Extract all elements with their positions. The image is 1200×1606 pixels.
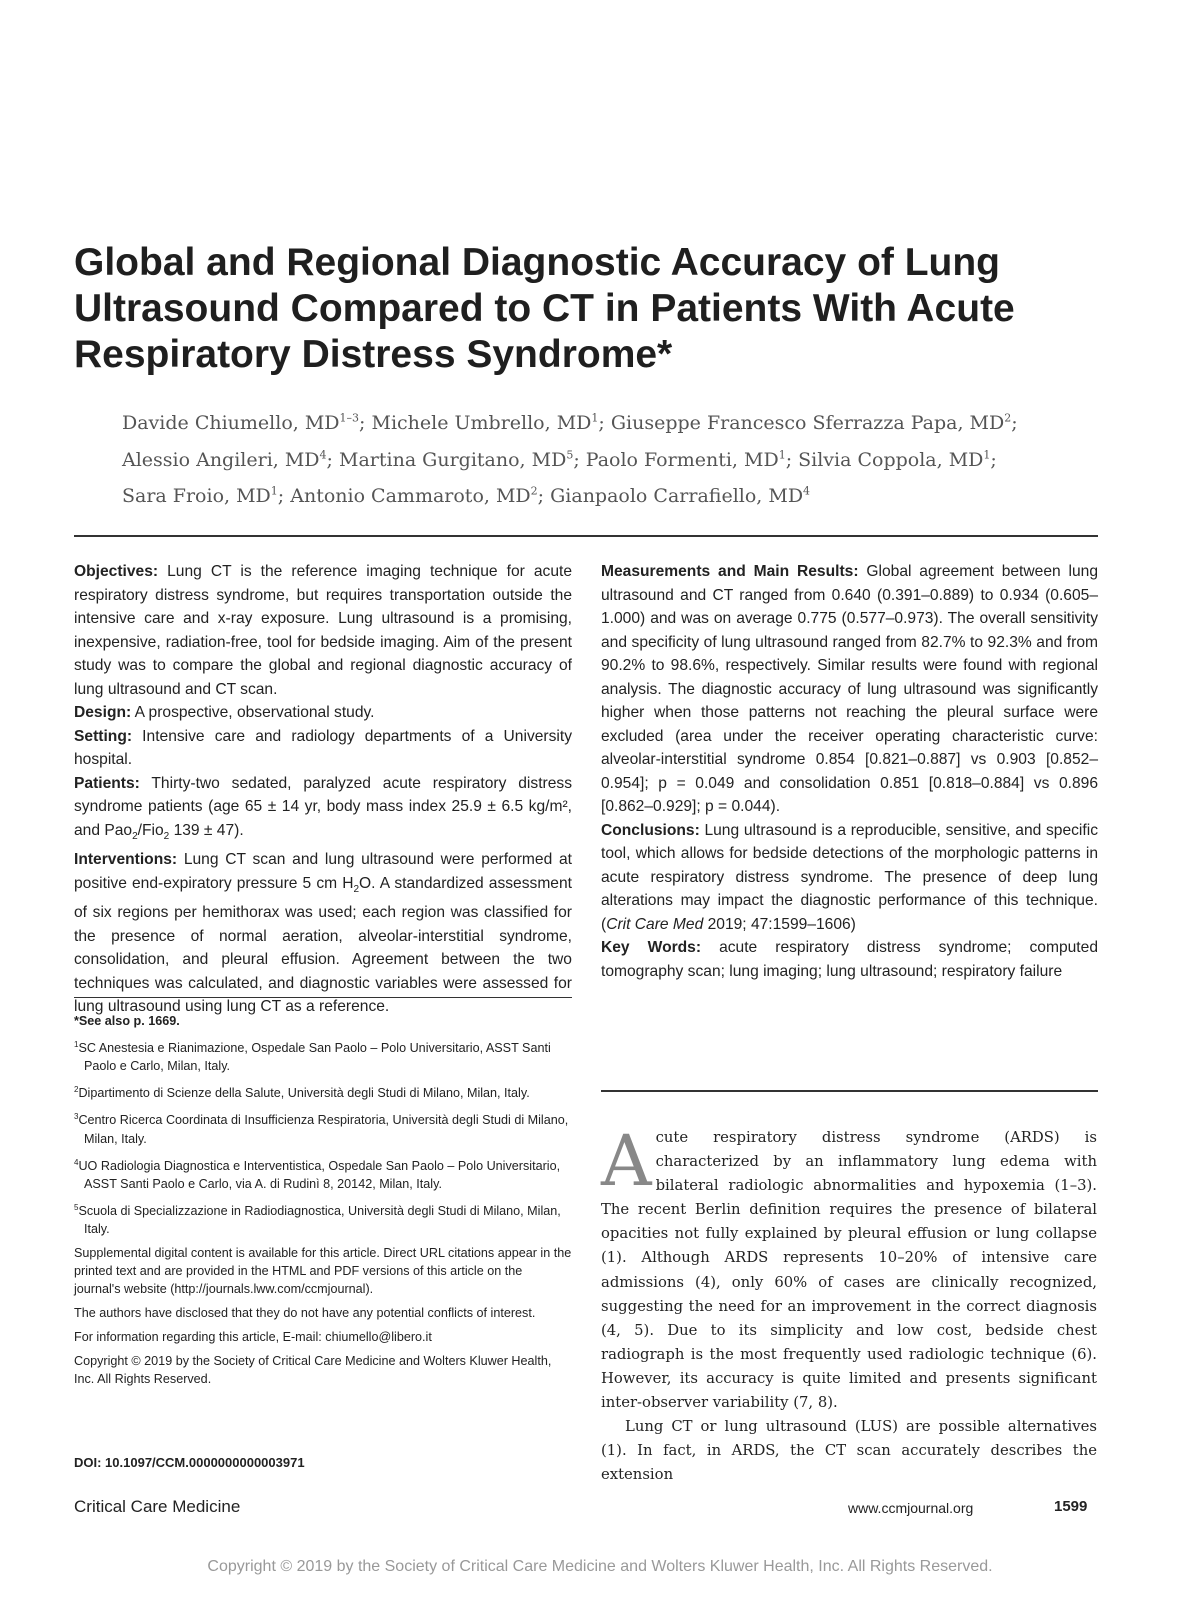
abstract-interventions: Interventions: Lung CT scan and lung ultrasound were performed at positive end-expiratory pressure 5 cm $H_2O$. A standardized assessment of six regions per hemithorax was used; each region was classified for the presence of normal aeration, alveolar-interstitial syndrome, consolidation, and pleural effusion. Agreement between the two techniques was calculated, and diagnostic variables were assessed for lung ultrasound using lung CT as a reference. [74, 851, 572, 1016]
footnotes [74, 1012, 572, 1394]
author: Paolo Formenti, $MD^1$; [585, 448, 799, 471]
author: Martina Gurgitano, $MD^5$; [339, 448, 586, 471]
drop-cap: A [601, 1120, 652, 1202]
abstract-right-column [601, 560, 1098, 983]
intro-paragraph-1: Acute respiratory distress syndrome (ARDS) is characterized by an inflammatory lung edema with bilateral radiologic abnormalities and hypoxemia (1–3). The recent Berlin definition requires the presence of bilateral opacities not fully explained by pleural effusion or lung collapse (1). Although ARDS represents 10–20% of intensive care admissions (4), only 60% of cases are clinically recognized, suggesting the need for an improvement in the correct diagnosis (4, 5). Due to its simplicity and low cost, bedside chest radiograph is the most frequently used radiologic technique (6). However, its accuracy is quite limited and presents significant inter-observer variability (7, 8). [601, 1120, 1097, 1412]
copyright-note: Copyright © 2019 by the Society of Critical Care Medicine and Wolters Kluwer Health, Inc. All Rights Reserved. [74, 1353, 552, 1386]
introduction-text [601, 1120, 1097, 1487]
abstract-setting: Setting: Intensive care and radiology departments of a University hospital. [74, 727, 572, 768]
author: Alessio Angileri, $MD^4$; [122, 448, 339, 471]
conflicts-note: The authors have disclosed that they do not have any potential conflicts of interest. [74, 1305, 536, 1320]
author: Davide Chiumello, MD$^{1-3}$; [122, 412, 372, 435]
header-divider [74, 535, 1098, 537]
abstract-objectives: Objectives: Lung CT is the reference imaging technique for acute respiratory distress syndrome, but requires transportation outside the intensive care and x-ray exposure. Lung ultrasound is a promising, inexpensive, radiation-free, tool for bedside imaging. Aim of the present study was to compare the global and regional diagnostic accuracy of lung ultrasound and CT scan. [74, 563, 572, 698]
author-list [122, 403, 1122, 512]
footer-journal-name: Critical Care Medicine [74, 1497, 241, 1516]
contact-note: For information regarding this article, E-mail: chiumello@libero.it [74, 1329, 432, 1344]
abstract-conclusions: Conclusions: Lung ultrasound is a reproducible, sensitive, and specific tool, which allows for bedside detections of the morphologic patterns in acute respiratory distress syndrome. The presence of deep lung alterations may impact the diagnostic performance of this technique. (Crit Care Med 2019; 47:1599–1606) [601, 821, 1098, 933]
affiliation: $^5$Scuola di Specializzazione in Radiodiagnostica, Università degli Studi di Milano, Milan, Italy. [74, 1202, 561, 1236]
doi: DOI: 10.1097/CCM.0000000000003971 [74, 1455, 305, 1470]
abstract-end-divider [601, 1090, 1098, 1092]
abstract-design: Design: A prospective, observational study. [74, 704, 375, 721]
abstract-results: Measurements and Main Results: Global agreement between lung ultrasound and CT ranged from 0.640 (0.391–0.889) to 0.934 (0.605–1.000) and was on average 0.775 (0.577–0.973). The overall sensitivity and specificity of lung ultrasound ranged from 82.7% to 92.3% and from 90.2% to 98.6%, respectively. Similar results were found with regional analysis. The diagnostic accuracy of lung ultrasound was significantly higher when those patterns not reaching the pleural surface were excluded (area under the receiver operating characteristic curve: alveolar-interstitial syndrome 0.854 [0.821–0.887] vs 0.903 [0.852–0.954]; p = 0.049 and consolidation 0.851 [0.818–0.884] vs 0.896 [0.862–0.929]; p = 0.044). [601, 563, 1098, 815]
supplemental-note: Supplemental digital content is available for this article. Direct URL citations appear in the printed text and are provided in the HTML and PDF versions of this article on the journal's website (http://journals.lww.com/ccmjournal). [74, 1245, 572, 1296]
affiliation: $^4$UO Radiologia Diagnostica e Interventistica, Ospedale San Paolo – Polo Universitario, ASST Santi Paolo e Carlo, via A. di Rudinì 8, 20142, Milan, Italy. [74, 1157, 561, 1191]
author: Silvia Coppola, $MD^1$; [798, 448, 997, 471]
page-number: 1599 [1054, 1498, 1088, 1515]
intro-paragraph-2: Lung CT or lung ultrasound (LUS) are possible alternatives (1). In fact, in ARDS, the CT scan accurately describes the extension [601, 1418, 1097, 1484]
affiliation: $^1$SC Anestesia e Rianimazione, Ospedale San Paolo – Polo Universitario, ASST Santi Paolo e Carlo, Milan, Italy. [74, 1040, 551, 1074]
author: Giuseppe Francesco Sferrazza Papa, $MD^2$; [610, 412, 1018, 435]
abstract-keywords: Key Words: acute respiratory distress syndrome; computed tomography scan; lung imaging; lung ultrasound; respiratory failure [601, 939, 1098, 980]
author: Gianpaolo Carrafiello, $MD^4$ [550, 484, 811, 507]
author: Sara Froio, $MD^1$; [122, 484, 291, 507]
affiliation: $^2$Dipartimento di Scienze della Salute, Università degli Studi di Milano, Milan, Italy. [74, 1085, 530, 1101]
footnote-divider [74, 997, 572, 998]
affiliation: $^3$Centro Ricerca Coordinata di Insufficienza Respiratoria, Università degli Studi di Milano, Milan, Italy. [74, 1112, 569, 1146]
see-also-note: *See also p. 1669. [74, 1014, 180, 1028]
author: Antonio Cammaroto, $MD^2$; [290, 484, 551, 507]
abstract-patients: Patients: Thirty-two sedated, paralyzed acute respiratory distress syndrome patients (age 65 ± 14 yr, body mass index 25.9 ± 6.5 kg/m², and Pao$_2$/Fio$_2$ 139 ± 47). [74, 774, 572, 842]
article-title: Global and Regional Diagnostic Accuracy of Lung Ultrasound Compared to CT in Patients With Acute Respiratory Distress Syndrome* [74, 241, 1015, 376]
footer-website: www.ccmjournal.org [848, 1500, 974, 1516]
abstract-left-column [74, 560, 572, 1019]
footer-copyright: Copyright © 2019 by the Society of Critical Care Medicine and Wolters Kluwer Health, Inc. All Rights Reserved. [207, 1558, 993, 1575]
author: Michele Umbrello, $MD^1$; [371, 412, 611, 435]
